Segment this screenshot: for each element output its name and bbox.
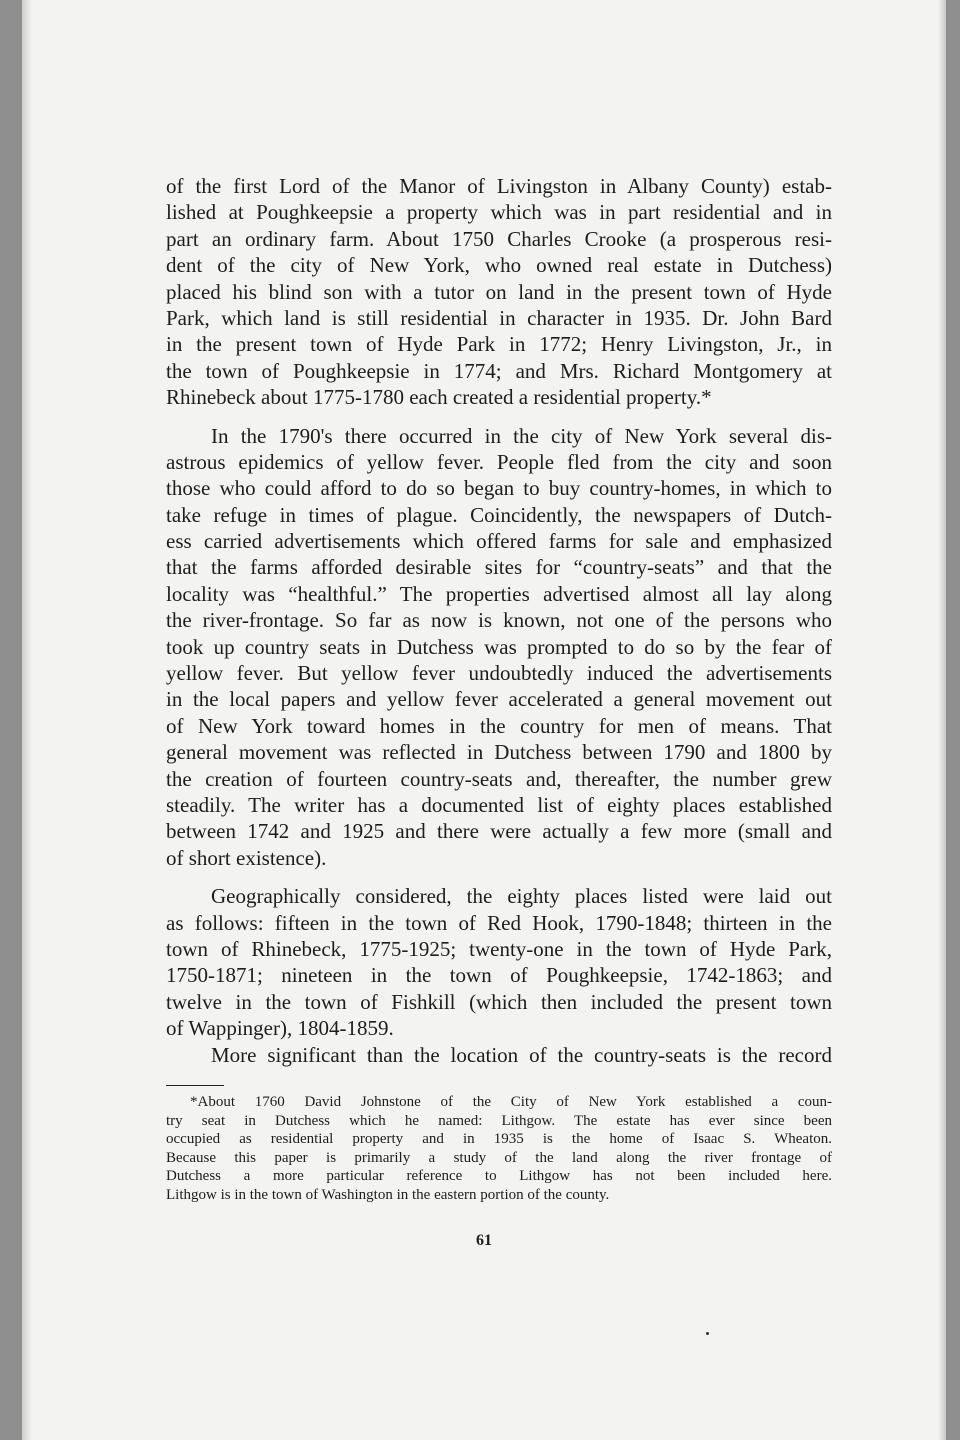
text-line: Geographically considered, the eighty places listed were laid out: [211, 884, 832, 909]
text-line: that the farms afforded desirable sites for “country-seats” and that the: [166, 555, 832, 580]
text-line: astrous epidemics of yellow fever. People fled from the city and soon: [166, 449, 832, 474]
footnote-line: Lithgow is in the town of Washington in the eastern portion of the county.: [166, 1186, 610, 1203]
text-line: of Wappinger), 1804-1859.: [166, 1016, 394, 1041]
footnote-line: Dutchess a more particular reference to Lithgow has not been included here.: [166, 1168, 832, 1184]
footnote: [166, 1093, 832, 1204]
text-line: placed his blind son with a tutor on land in the present town of Hyde: [166, 279, 832, 304]
text-line: as follows: fifteen in the town of Red Hook, 1790-1848; thirteen in the: [166, 910, 832, 935]
text-line: general movement was reflected in Dutchess between 1790 and 1800 by: [166, 740, 832, 765]
text-line: took up country seats in Dutchess was prompted to do so by the fear of: [166, 634, 832, 659]
footnote-rule: [166, 1085, 224, 1086]
paragraph-3: [166, 883, 832, 1041]
text-line: Rhinebeck about 1775-1780 each created a residential property.*: [166, 385, 712, 410]
text-line: steadily. The writer has a documented list of eighty places established: [166, 792, 832, 817]
text-line: of the first Lord of the Manor of Livingston in Albany County) estab-: [166, 174, 832, 198]
text-line: between 1742 and 1925 and there were actually a few more (small and: [166, 819, 832, 844]
text-line: In the 1790's there occurred in the city of New York several dis-: [211, 423, 832, 448]
text-line: 1750-1871; nineteen in the town of Poughkeepsie, 1742-1863; and: [166, 963, 832, 988]
document-page: [22, 0, 946, 1440]
text-line: More significant than the location of the country-seats is the record: [211, 1042, 832, 1067]
page-number: 61: [476, 1232, 492, 1249]
body-text: [166, 173, 832, 1068]
text-line: those who could afford to do so began to buy country-homes, in which to: [166, 476, 832, 501]
text-line: take refuge in times of plague. Coincidently, the newspapers of Dutch-: [166, 502, 832, 527]
footnote-line: *About 1760 David Johnstone of the City of New York established a coun-: [190, 1094, 832, 1110]
text-line: twelve in the town of Fishkill (which then included the present town: [166, 989, 832, 1014]
text-line: locality was “healthful.” The properties advertised almost all lay along: [166, 581, 832, 606]
text-line: dent of the city of New York, who owned real estate in Dutchess): [166, 253, 832, 278]
paragraph-2: [166, 423, 832, 872]
text-line: the town of Poughkeepsie in 1774; and Mrs. Richard Montgomery at: [166, 358, 832, 383]
footnote-line: try seat in Dutchess which he named: Lithgow. The estate has ever since been: [166, 1112, 832, 1129]
text-line: of New York toward homes in the country for men of means. That: [166, 713, 832, 738]
paragraph-4: [166, 1042, 832, 1068]
paragraph-1: [166, 173, 832, 411]
text-line: in the local papers and yellow fever accelerated a general movement out: [166, 687, 832, 712]
ink-speck: [706, 1332, 709, 1335]
text-line: town of Rhinebeck, 1775-1925; twenty-one in the town of Hyde Park,: [166, 936, 832, 961]
text-line: the river-frontage. So far as now is known, not one of the persons who: [166, 608, 832, 633]
text-line: of short existence).: [166, 845, 327, 870]
text-line: the creation of fourteen country-seats and, thereafter, the number grew: [166, 766, 832, 791]
text-line: ess carried advertisements which offered farms for sale and emphasized: [166, 529, 832, 554]
text-line: part an ordinary farm. About 1750 Charles Crooke (a prosperous resi-: [166, 226, 832, 251]
text-line: yellow fever. But yellow fever undoubtedly induced the advertisements: [166, 661, 832, 686]
footnote-line: occupied as residential property and in 1935 is the home of Isaac S. Wheaton.: [166, 1131, 832, 1147]
text-line: lished at Poughkeepsie a property which was in part residential and in: [166, 200, 832, 225]
footnote-line: Because this paper is primarily a study of the land along the river frontage of: [166, 1149, 832, 1166]
text-line: Park, which land is still residential in character in 1935. Dr. John Bard: [166, 305, 832, 330]
text-line: in the present town of Hyde Park in 1772; Henry Livingston, Jr., in: [166, 332, 832, 357]
